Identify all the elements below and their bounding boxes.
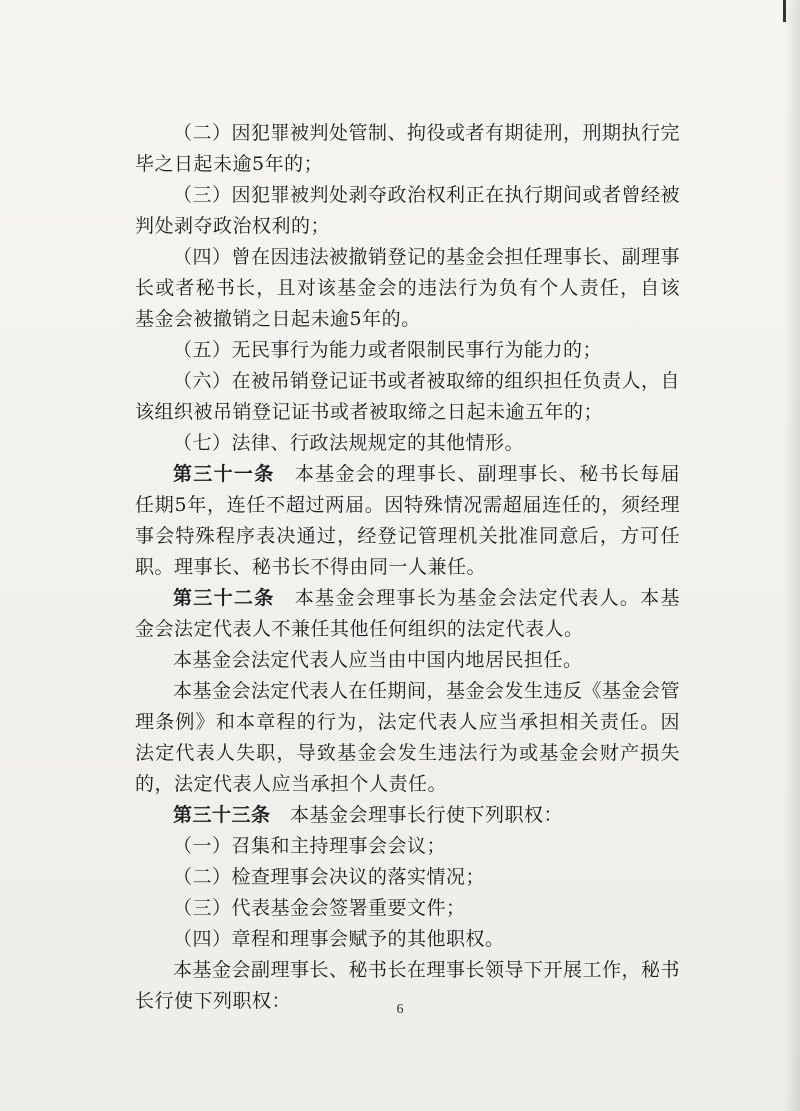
paragraph-text: （六）在被吊销登记证书或者被取缔的组织担任负责人，自该组织被吊销登记证书或者被取缔之日起未逾五年的；: [135, 370, 681, 423]
paragraph-text: （三）因犯罪被判处剥夺政治权利正在执行期间或者曾经被判处剥夺政治权利的；: [135, 184, 681, 237]
paragraph-text: 本基金会法定代表人应当由中国内地居民担任。: [173, 649, 583, 671]
paragraph-text: （四）曾在因违法被撤销登记的基金会担任理事长、副理事长或者秘书长，且对该基金会的违法行为负有个人责任，自该基金会被撤销之日起未逾5年的。: [135, 246, 681, 330]
paragraph: [135, 583, 680, 645]
paragraph: [135, 862, 680, 893]
paragraph: [135, 893, 680, 924]
paragraph: [135, 428, 680, 459]
paragraph: [135, 242, 680, 335]
paragraph: [135, 366, 680, 428]
paragraph-text: 本基金会理事长为基金会法定代表人。本基金会法定代表人不兼任其他任何组织的法定代表人。: [135, 587, 680, 640]
paragraph-text: （一）召集和主持理事会会议；: [173, 835, 447, 857]
paragraph: [135, 180, 680, 242]
paragraph-text: 本基金会法定代表人在任期间，基金会发生违反《基金会管理条例》和本章程的行为，法定代表人应当承担相关责任。因法定代表人失职，导致基金会发生违法行为或基金会财产损失的，法定代表人应当承担个人责任。: [135, 680, 681, 795]
paragraph: [135, 645, 680, 676]
paragraph: [135, 800, 680, 831]
document-body: [135, 118, 680, 1017]
paragraph: [135, 459, 680, 583]
page-edge-shadow: [784, 0, 800, 1111]
paragraph-text: 本基金会理事长行使下列职权：: [270, 804, 564, 826]
page-number: 6: [396, 1002, 404, 1017]
paragraph-text: （三）代表基金会签署重要文件；: [173, 897, 466, 919]
paragraph-text: （五）无民事行为能力或者限制民事行为能力的；: [173, 339, 603, 361]
paragraph-text: （七）法律、行政法规规定的其他情形。: [173, 432, 525, 454]
paragraph-text: （二）因犯罪被判处管制、拘役或者有期徒刑，刑期执行完毕之日起未逾5年的；: [135, 122, 681, 175]
paragraph: [135, 335, 680, 366]
paragraph-text: （二）检查理事会决议的落实情况；: [173, 866, 486, 888]
paragraph-text: （四）章程和理事会赋予的其他职权。: [173, 928, 505, 950]
paragraph-text: 本基金会的理事长、副理事长、秘书长每届任期5年，连任不超过两届。因特殊情况需超届连任的，须经理事会特殊程序表决通过，经登记管理机关批准同意后，方可任职。理事长、秘书长不得由同一人兼任。: [135, 463, 680, 578]
article-heading: 第三十三条: [173, 804, 271, 826]
scan-mark: [783, 0, 786, 22]
article-heading: 第三十一条: [173, 463, 275, 485]
paragraph: [135, 831, 680, 862]
paragraph: [135, 118, 680, 180]
paragraph: [135, 676, 680, 800]
article-heading: 第三十二条: [173, 587, 275, 609]
paragraph: [135, 924, 680, 955]
paragraph-text: 本基金会副理事长、秘书长在理事长领导下开展工作，秘书长行使下列职权：: [135, 959, 681, 1012]
